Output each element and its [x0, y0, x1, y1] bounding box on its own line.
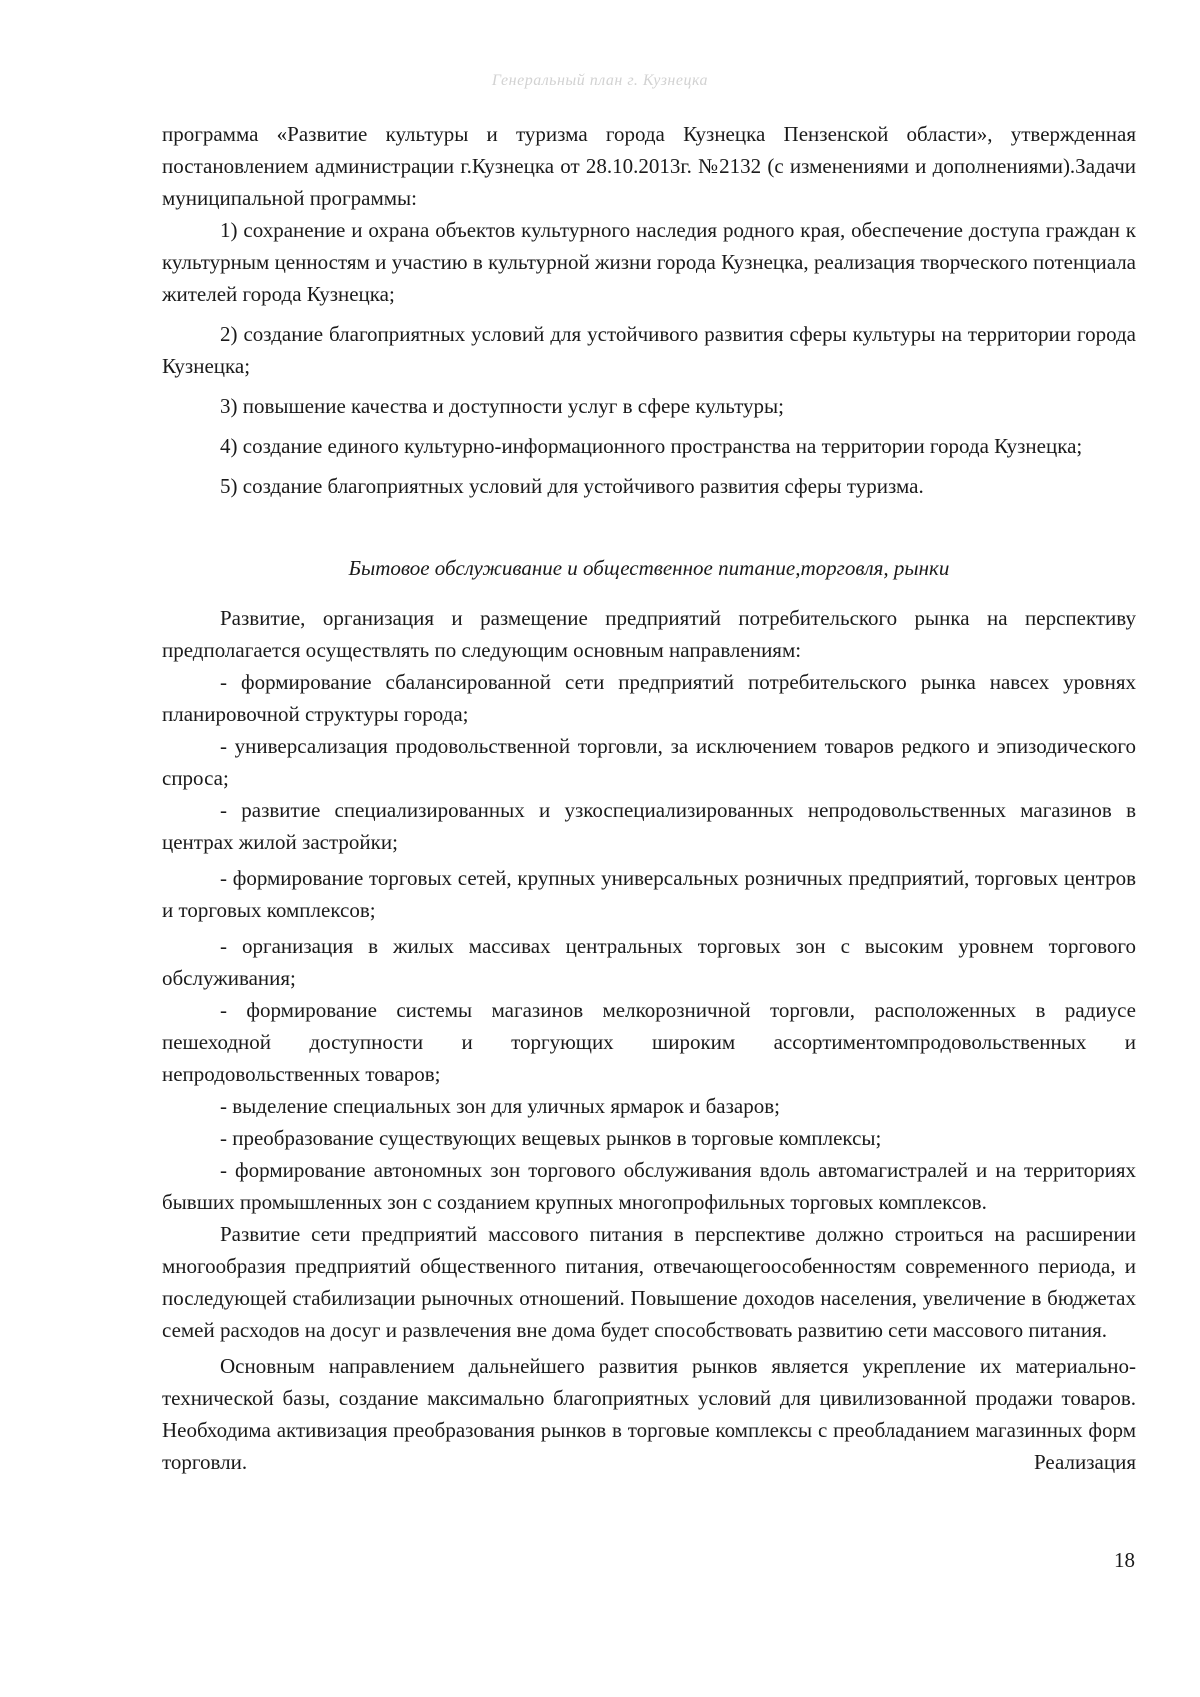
task-item: 5) создание благоприятных условий для устойчивого развития сферы туризма. [220, 474, 924, 498]
direction-item: - формирование сбалансированной сети предприятий потребительского рынка навсех уровнях планировочной структуры города; [162, 670, 1136, 726]
direction-item: - преобразование существующих вещевых рынков в торговые комплексы; [220, 1126, 882, 1150]
paragraph-intro: Развитие, организация и размещение предприятий потребительского рынка на перспективу предполагается осуществлять по следующим основным направлениям: [162, 606, 1136, 662]
direction-item: - формирование автономных зон торгового обслуживания вдоль автомагистралей и на территориях бывших промышленных зон с созданием крупных многопрофильных торговых комплексов. [162, 1158, 1136, 1214]
paragraph-program: программа «Развитие культуры и туризма города Кузнецка Пензенской области», утвержденная постановлением администрации г.Кузнецка от 28.10.2013г. №2132 (с изменениями и дополнениями).Задачи муниципальной программы: [162, 122, 1136, 210]
paragraph-catering: Развитие сети предприятий массового питания в перспективе должно строиться на расширении многообразия предприятий общественного питания, отвечающегоособенностям современного периода, и последующей стабилизации рыночных отношений. Повышение доходов населения, увеличение в бюджетах семей расходов на досуг и развлечения вне дома будет способствовать развитию сети массового питания. [162, 1222, 1136, 1342]
task-item: 4) создание единого культурно-информационного пространства на территории города Кузнецка; [220, 434, 1083, 458]
paragraph-markets: Основным направлением дальнейшего развития рынков является укрепление их материально-технической базы, создание максимально благоприятных условий для цивилизованной продажи товаров. Необходима активизация преобразования рынков в торговые комплексы с преобладанием магазинных форм торговли. Реализация [162, 1354, 1136, 1474]
section-heading: Бытовое обслуживание и общественное питание,торговля, рынки [348, 556, 950, 580]
page-content [162, 118, 1136, 1478]
running-header: Генеральный план г. Кузнецка [491, 72, 709, 89]
task-item: 1) сохранение и охрана объектов культурного наследия родного края, обеспечение доступа граждан к культурным ценностям и участию в культурной жизни города Кузнецка, реализация творческого потенциала жителей города Кузнецка; [162, 218, 1136, 306]
task-item: 2) создание благоприятных условий для устойчивого развития сферы культуры на территории города Кузнецка; [162, 322, 1136, 378]
direction-item: - универсализация продовольственной торговли, за исключением товаров редкого и эпизодического спроса; [162, 734, 1136, 790]
direction-item: - формирование торговых сетей, крупных универсальных розничных предприятий, торговых центров и торговых комплексов; [162, 866, 1136, 922]
direction-item: - организация в жилых массивах центральных торговых зон с высоким уровнем торгового обслуживания; [162, 934, 1136, 990]
direction-item: - развитие специализированных и узкоспециализированных непродовольственных магазинов в центрах жилой застройки; [162, 798, 1136, 854]
direction-item: - выделение специальных зон для уличных ярмарок и базаров; [220, 1094, 780, 1118]
direction-item: - формирование системы магазинов мелкорозничной торговли, расположенных в радиусе пешеходной доступности и торгующих широким ассортиментомпродовольственных и непродовольственных товаров; [162, 998, 1136, 1086]
page-number: 18 [1114, 1548, 1135, 1572]
task-item: 3) повышение качества и доступности услуг в сфере культуры; [220, 394, 784, 418]
